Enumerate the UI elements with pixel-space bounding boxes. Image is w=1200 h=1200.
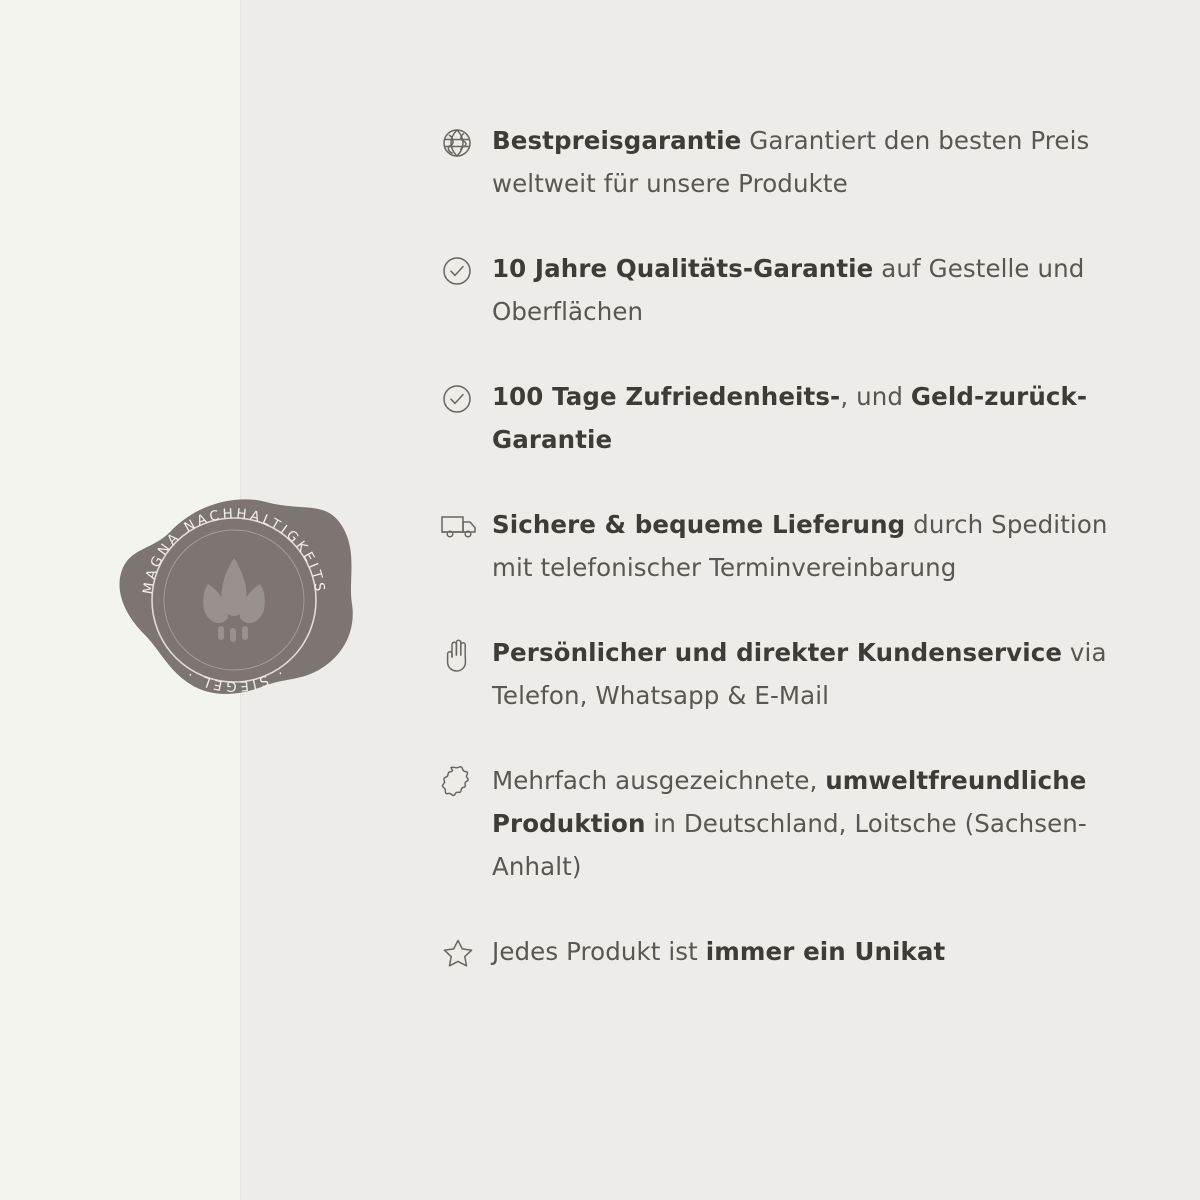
- feature-item: [440, 374, 1150, 461]
- feature-text-normal: auf Gestelle und Oberflächen: [492, 254, 1085, 326]
- seal-text-top: MAGNA NACHHALTIGKEITS: [139, 505, 328, 596]
- feature-text: [492, 118, 1150, 205]
- feature-item: [440, 758, 1150, 888]
- hand-icon: [440, 630, 492, 678]
- feature-item: [440, 118, 1150, 205]
- feature-text: [492, 630, 1150, 717]
- feature-item: [440, 630, 1150, 717]
- feature-text-strong: Bestpreisgarantie: [492, 126, 742, 155]
- feature-text-normal: via Telefon, Whatsapp & E-Mail: [492, 638, 1107, 710]
- feature-text: [492, 758, 1150, 888]
- feature-text-normal: durch Spedition mit telefonischer Terminvereinbarung: [492, 510, 1108, 582]
- feature-text-strong: 100 Tage Zufriedenheits-: [492, 382, 841, 411]
- feature-text-strong: 10 Jahre Qualitäts-Garantie: [492, 254, 874, 283]
- feature-item: [440, 929, 1150, 977]
- truck-icon: [440, 502, 492, 550]
- feature-text-strong: Geld-zurück-Garantie: [492, 382, 1088, 454]
- feature-text-normal: Mehrfach ausgezeichnete,: [492, 766, 826, 795]
- feature-item: [440, 502, 1150, 589]
- germany-map-icon: [440, 758, 492, 806]
- nachhaltigkeits-siegel-badge: [108, 488, 360, 700]
- feature-text: [492, 502, 1150, 589]
- feature-list: [440, 118, 1150, 1018]
- feature-text-strong: Persönlicher und direkter Kundenservice: [492, 638, 1063, 667]
- seal-text-bottom: · SIEGEL ·: [182, 664, 286, 695]
- feature-item: [440, 246, 1150, 333]
- feature-text-normal: Jedes Produkt ist: [492, 937, 706, 966]
- star-icon: [440, 929, 492, 977]
- check-circle-icon: [440, 374, 492, 422]
- feature-text: [492, 929, 1150, 973]
- feature-text-normal: , und: [840, 382, 911, 411]
- feature-text-strong: immer ein Unikat: [705, 937, 946, 966]
- feature-text-strong: Sichere & bequeme Lieferung: [492, 510, 906, 539]
- check-circle-icon: [440, 246, 492, 294]
- feature-text-normal: Garantiert den besten Preis weltweit für unsere Produkte: [492, 126, 1090, 198]
- globe-icon: [440, 118, 492, 166]
- feature-text: [492, 246, 1150, 333]
- feature-text: [492, 374, 1150, 461]
- feature-text-normal: in Deutschland, Loitsche (Sachsen-Anhalt): [492, 809, 1087, 881]
- feature-text-strong: umweltfreundliche Produktion: [492, 766, 1087, 838]
